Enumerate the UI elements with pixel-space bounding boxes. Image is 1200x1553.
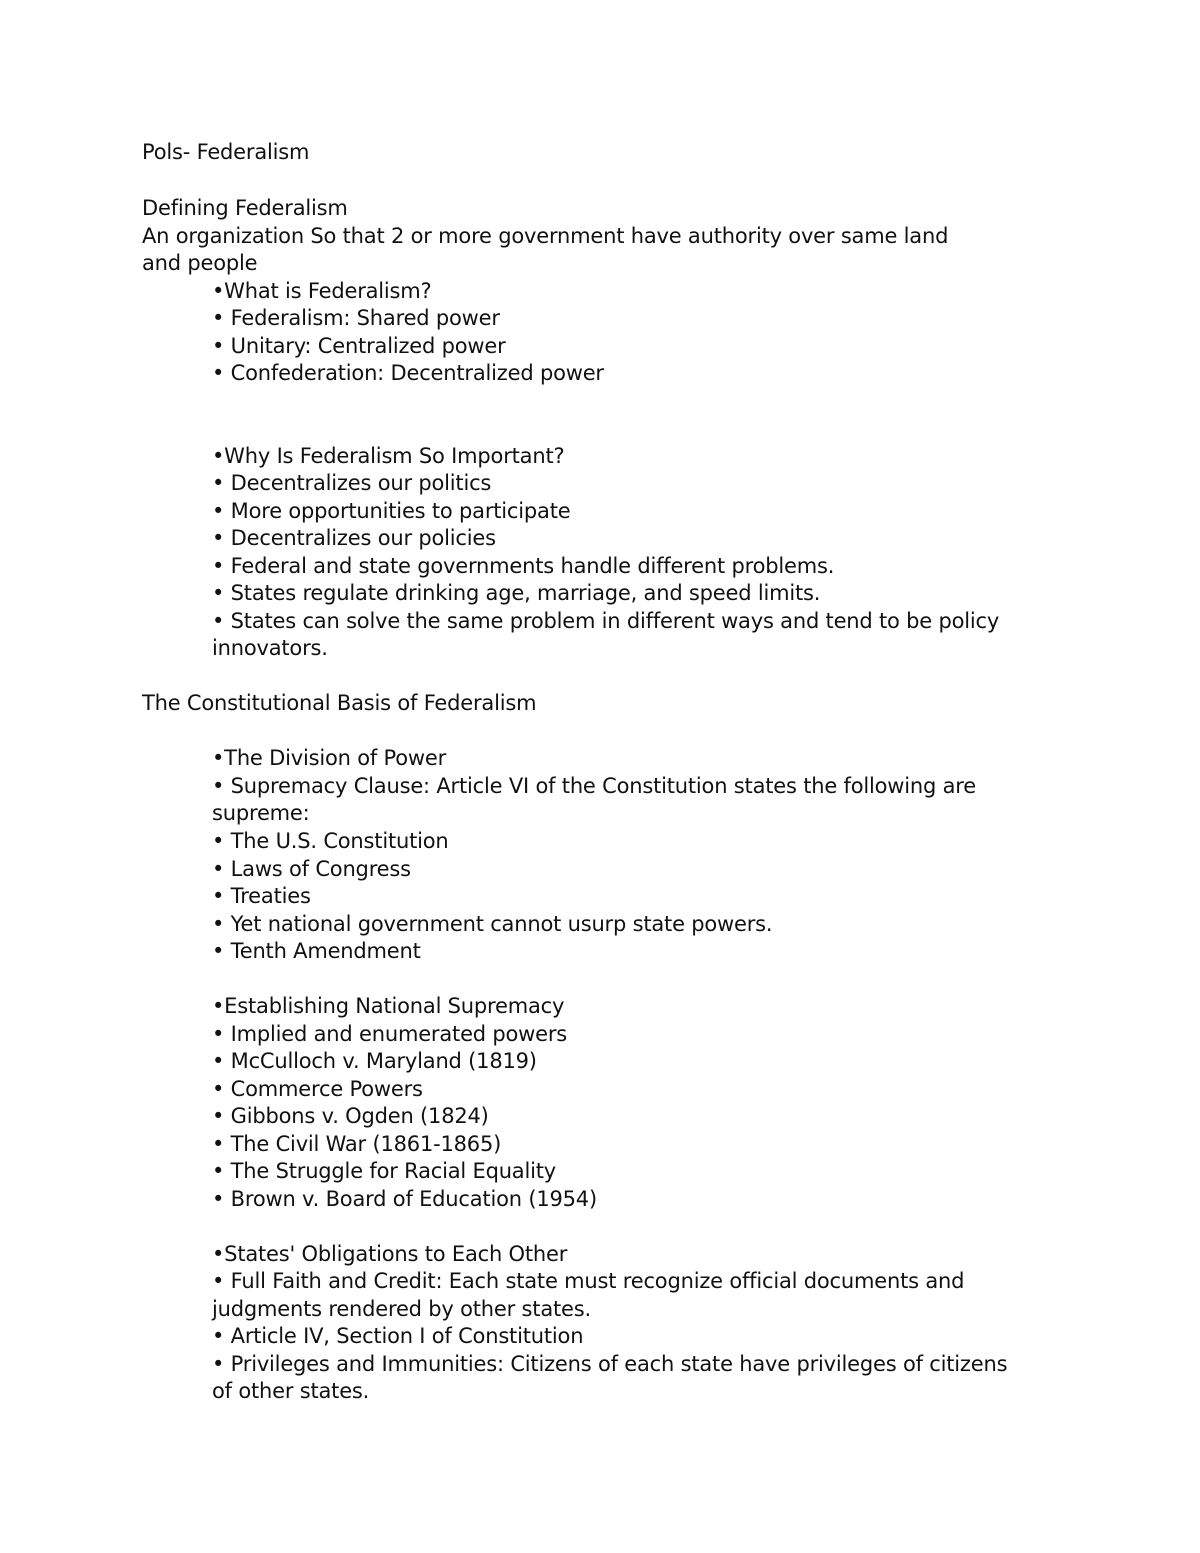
paragraph-line: and people — [142, 251, 258, 275]
list-item: • Federalism: Shared power — [212, 306, 500, 330]
list-item: • Unitary: Centralized power — [212, 334, 506, 358]
list-item-continuation: judgments rendered by other states. — [212, 1297, 591, 1321]
list-item: • The Civil War (1861-1865) — [212, 1132, 502, 1156]
list-item: • McCulloch v. Maryland (1819) — [212, 1049, 537, 1073]
document-title: Pols- Federalism — [142, 140, 310, 164]
list-item: • Federal and state governments handle different problems. — [212, 554, 835, 578]
list-item-continuation: supreme: — [212, 801, 310, 825]
list-item: • The U.S. Constitution — [212, 829, 449, 853]
list-item-continuation: innovators. — [212, 636, 328, 660]
list-item: • Supremacy Clause: Article VI of the Constitution states the following are — [212, 774, 976, 798]
list-item: • Decentralizes our politics — [212, 471, 492, 495]
subheading: •Establishing National Supremacy — [212, 994, 565, 1018]
list-item: • States regulate drinking age, marriage, and speed limits. — [212, 581, 821, 605]
list-item: • States can solve the same problem in different ways and tend to be policy — [212, 609, 1000, 633]
list-item: • Confederation: Decentralized power — [212, 361, 604, 385]
list-item: • Laws of Congress — [212, 857, 411, 881]
subheading: •Why Is Federalism So Important? — [212, 444, 565, 468]
list-item: • Decentralizes our policies — [212, 526, 496, 550]
list-item: • Gibbons v. Ogden (1824) — [212, 1104, 489, 1128]
subheading: •States' Obligations to Each Other — [212, 1242, 568, 1266]
list-item: • Implied and enumerated powers — [212, 1022, 568, 1046]
subheading: •The Division of Power — [212, 746, 447, 770]
list-item: • Full Faith and Credit: Each state must recognize official documents and — [212, 1269, 965, 1293]
list-item: • Article IV, Section I of Constitution — [212, 1324, 584, 1348]
paragraph-line: An organization So that 2 or more government have authority over same land — [142, 224, 949, 248]
list-item: • Privileges and Immunities: Citizens of each state have privileges of citizens — [212, 1352, 1008, 1376]
section-heading: Defining Federalism — [142, 196, 348, 220]
list-item: • Treaties — [212, 884, 311, 908]
list-item-continuation: of other states. — [212, 1379, 370, 1403]
subheading: •What is Federalism? — [212, 279, 432, 303]
list-item: • Brown v. Board of Education (1954) — [212, 1187, 597, 1211]
section-heading: The Constitutional Basis of Federalism — [142, 691, 537, 715]
list-item: • Yet national government cannot usurp state powers. — [212, 912, 773, 936]
list-item: • More opportunities to participate — [212, 499, 571, 523]
list-item: • The Struggle for Racial Equality — [212, 1159, 557, 1183]
list-item: • Tenth Amendment — [212, 939, 421, 963]
list-item: • Commerce Powers — [212, 1077, 423, 1101]
